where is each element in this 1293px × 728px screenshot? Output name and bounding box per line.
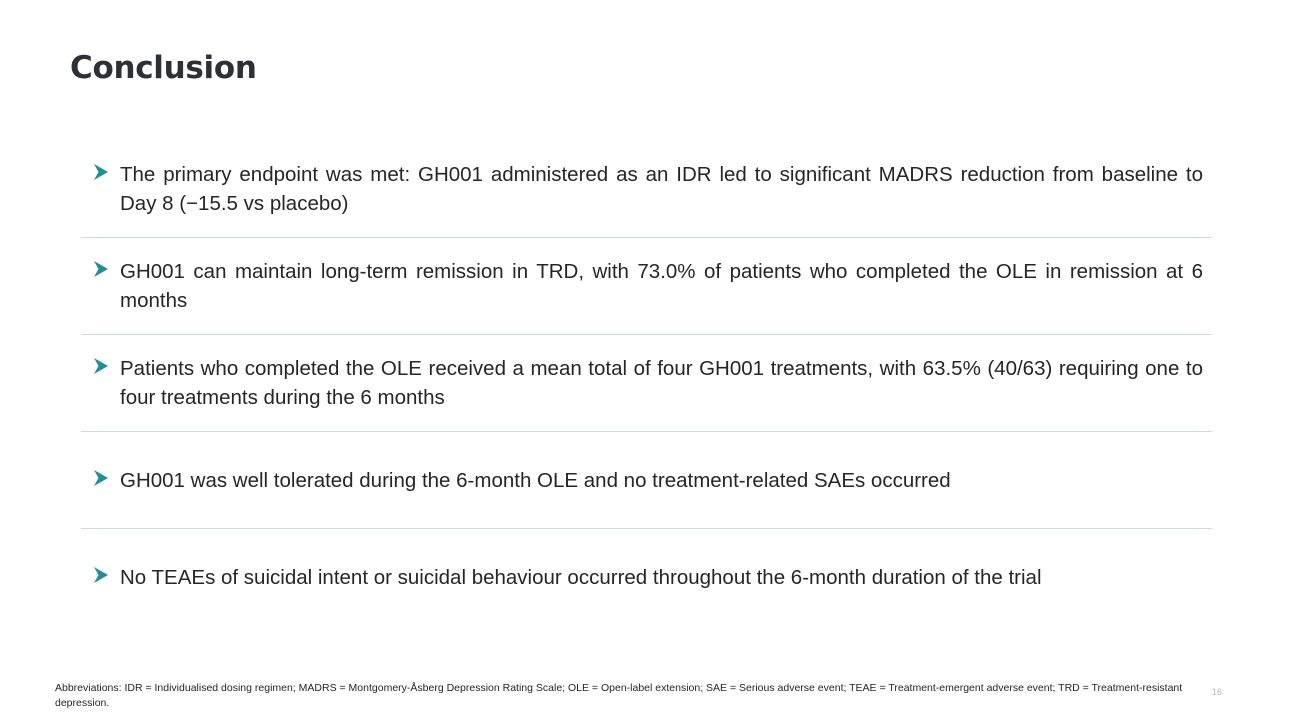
- abbreviations-footnote: Abbreviations: IDR = Individualised dosing regimen; MADRS = Montgomery-Åsberg Depression Rating Scale; OLE = Open-label extension; SAE = Serious adverse event; TEAE = Treatment-emergent adverse event; TRD = Treatment-resistant depression.: [55, 682, 1183, 709]
- slide-title: Conclusion: [70, 50, 257, 86]
- bullet-text: The primary endpoint was met: GH001 administered as an IDR led to significant MADRS reduction from baseline to Day 8 (−15.5 vs placebo): [120, 163, 1203, 215]
- conclusion-bullet-list: [81, 141, 1212, 626]
- arrowhead-bullet-icon: [81, 466, 120, 487]
- bullet-text: No TEAEs of suicidal intent or suicidal behaviour occurred throughout the 6-month duration of the trial: [120, 566, 1042, 589]
- arrowhead-bullet-icon: [81, 160, 120, 181]
- arrowhead-bullet-icon: [81, 563, 120, 584]
- bullet-item: [81, 238, 1212, 335]
- bullet-text: GH001 can maintain long-term remission in TRD, with 73.0% of patients who completed the OLE in remission at 6 months: [120, 260, 1203, 312]
- bullet-text: Patients who completed the OLE received a mean total of four GH001 treatments, with 63.5% (40/63) requiring one to four treatments during the 6 months: [120, 357, 1203, 409]
- bullet-item: [81, 529, 1212, 626]
- bullet-item: [81, 432, 1212, 529]
- arrowhead-bullet-icon: [81, 257, 120, 278]
- bullet-text: GH001 was well tolerated during the 6-month OLE and no treatment-related SAEs occurred: [120, 468, 951, 492]
- bullet-item: [81, 335, 1212, 432]
- bullet-item: [81, 141, 1212, 238]
- arrowhead-bullet-icon: [81, 354, 120, 375]
- page-number: 16: [1212, 687, 1223, 697]
